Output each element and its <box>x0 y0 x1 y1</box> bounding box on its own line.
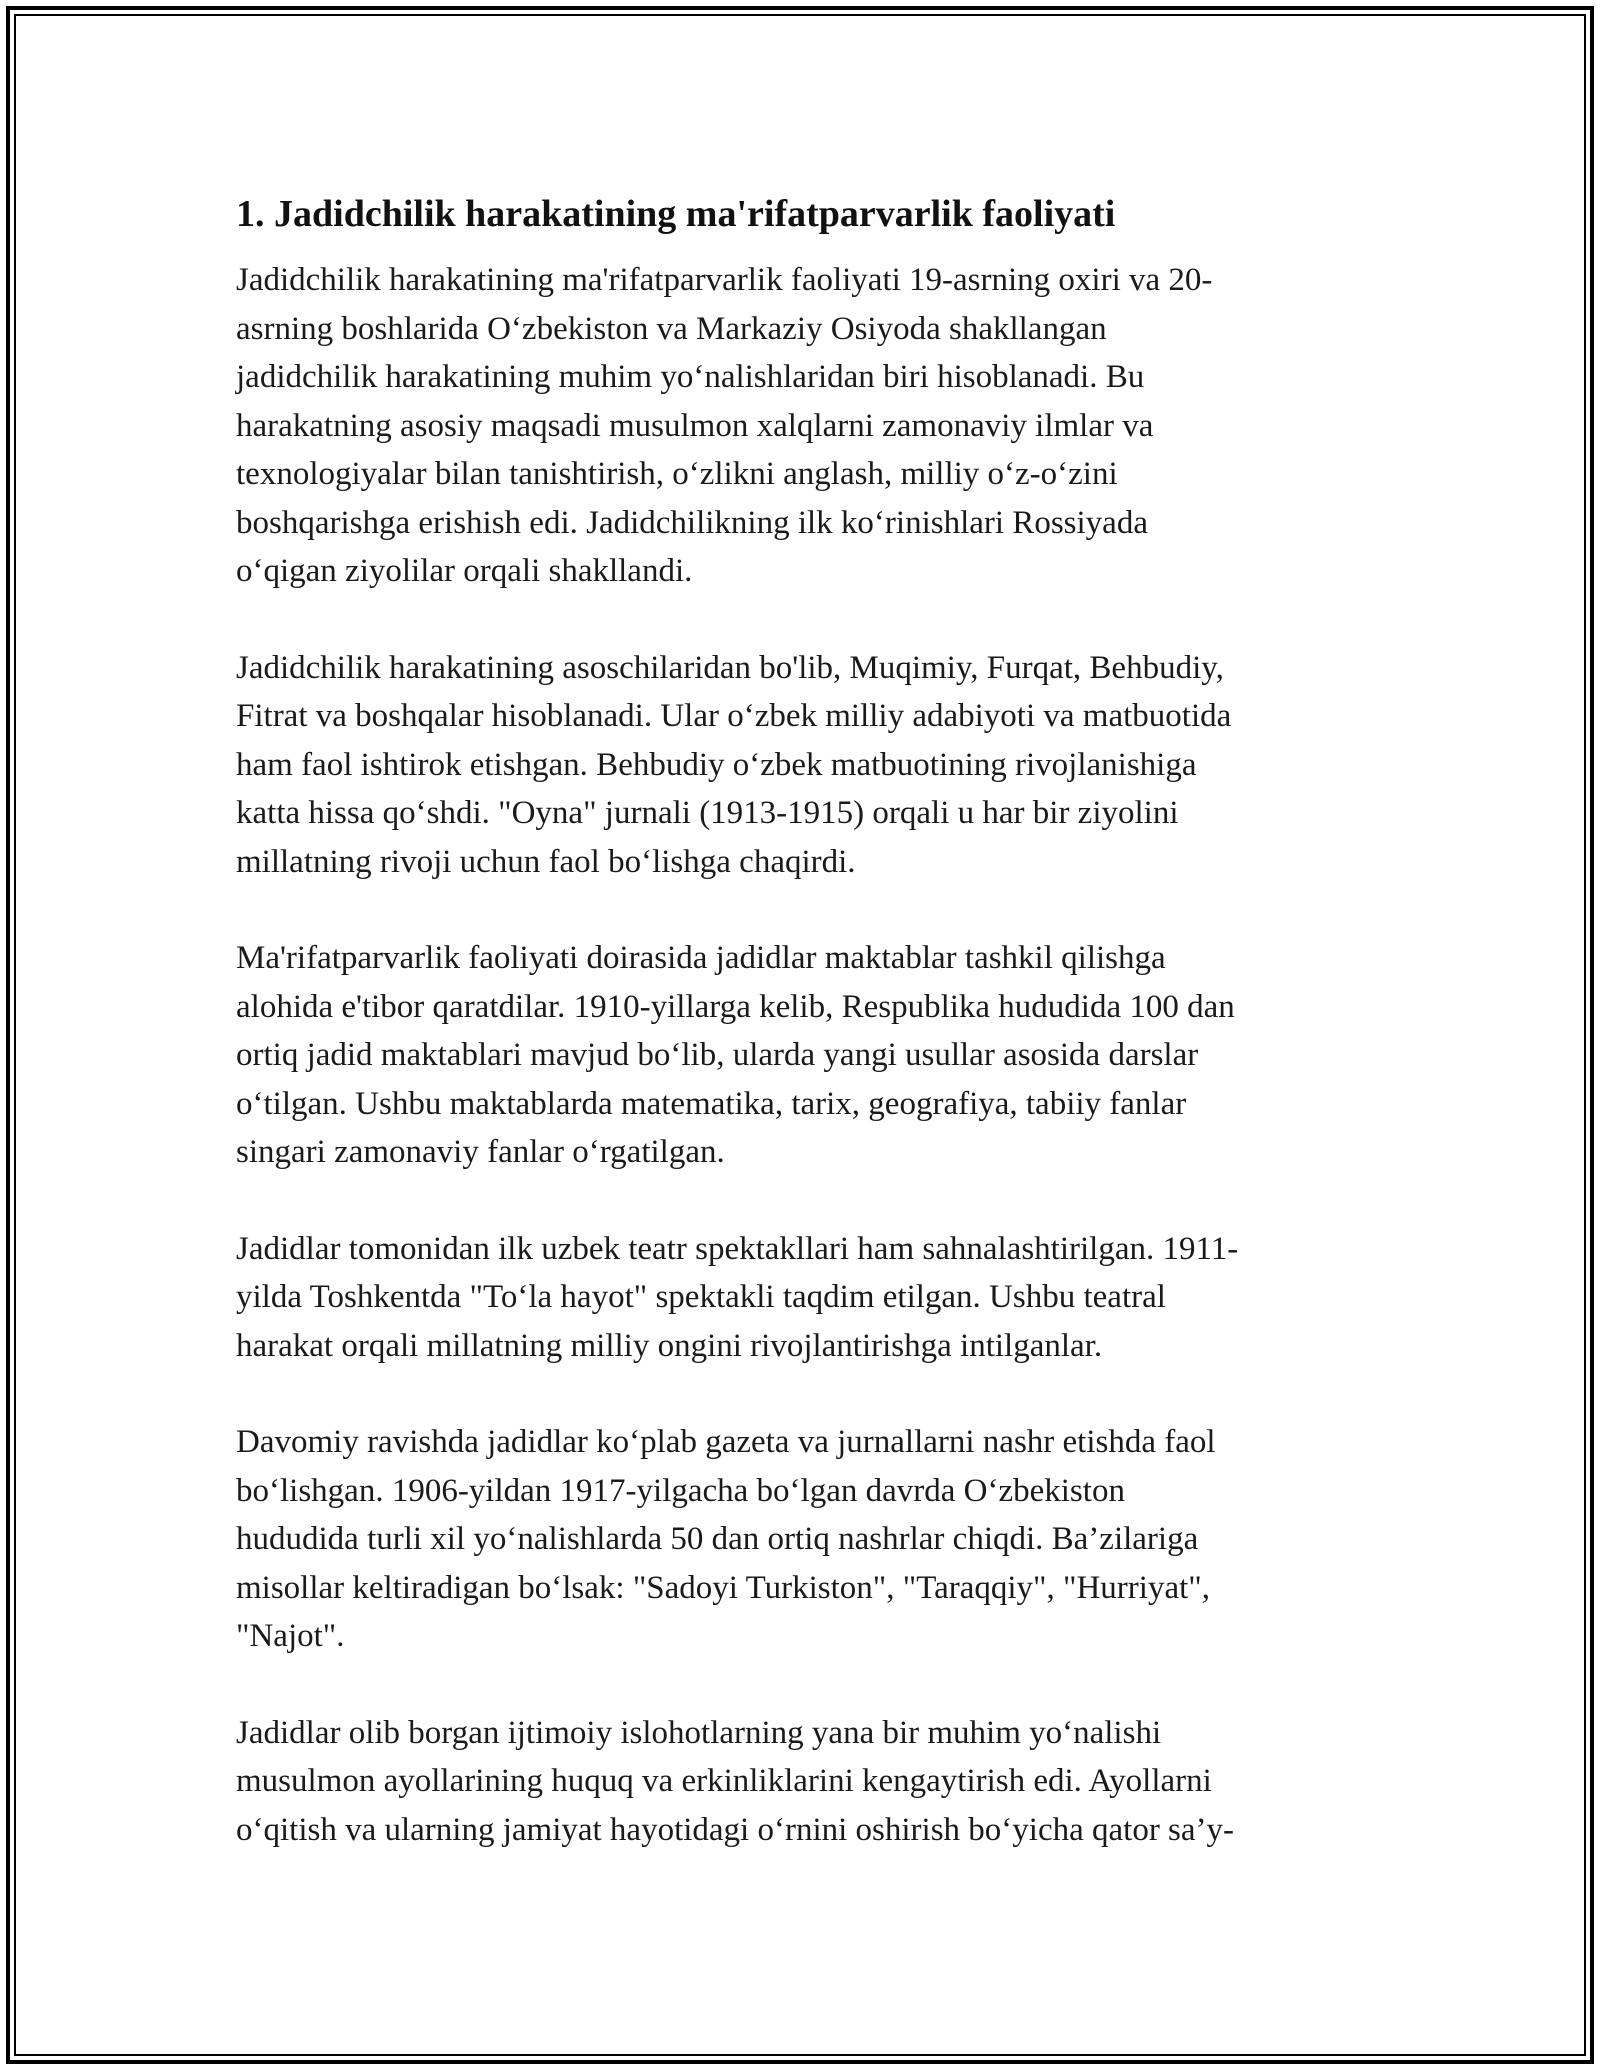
paragraph-line: "Najot". <box>236 1618 345 1654</box>
paragraph-line: o‘tilgan. Ushbu maktablarda matematika, tarix, geografiya, tabiiy fanlar <box>236 1085 1187 1122</box>
paragraph-line: Davomiy ravishda jadidlar ko‘plab gazeta va jurnallarni nashr etishda faol <box>236 1424 1216 1460</box>
paragraph-line: ham faol ishtirok etishgan. Behbudiy o‘zbek matbuotining rivojlanishiga <box>236 746 1197 783</box>
paragraph-2 <box>236 644 1356 887</box>
paragraph-line: musulmon ayollarining huquq va erkinliklarini kengaytirish edi. Ayollarni <box>236 1763 1212 1799</box>
paragraph-line: harakatning asosiy maqsadi musulmon xalqlarni zamonaviy ilmlar va <box>236 407 1154 444</box>
paragraph-line: boshqarishga erishish edi. Jadidchilikning ilk ko‘rinishlari Rossiyada <box>236 504 1148 541</box>
paragraph-line: alohida e'tibor qaratdilar. 1910-yillarga kelib, Respublika hududida 100 dan <box>236 988 1235 1025</box>
paragraph-line: yilda Toshkentda "To‘la hayot" spektakli taqdim etilgan. Ushbu teatral <box>236 1279 1166 1315</box>
paragraph-line: katta hissa qo‘shdi. "Oyna" jurnali (1913-1915) orqali u har bir ziyolini <box>236 795 1179 831</box>
paragraph-line: singari zamonaviy fanlar o‘rgatilgan. <box>236 1134 725 1170</box>
paragraph-4 <box>236 1225 1356 1371</box>
paragraph-line: texnologiyalar bilan tanishtirish, o‘zlikni anglash, milliy o‘z-o‘zini <box>236 456 1118 492</box>
paragraph-line: misollar keltiradigan bo‘lsak: "Sadoyi Turkiston", "Taraqqiy", "Hurriyat", <box>236 1569 1210 1606</box>
paragraph-3 <box>236 934 1356 1177</box>
paragraph-line: Ma'rifatparvarlik faoliyati doirasida jadidlar maktablar tashkil qilishga <box>236 940 1166 976</box>
paragraph-line: jadidchilik harakatining muhim yo‘nalishlaridan biri hisoblanadi. Bu <box>236 359 1145 395</box>
paragraph-line: harakat orqali millatning milliy ongini rivojlantirishga intilganlar. <box>236 1327 1103 1364</box>
paragraph-line: Jadidchilik harakatining ma'rifatparvarlik faoliyati 19-asrning oxiri va 20- <box>236 262 1213 298</box>
section-heading: 1. Jadidchilik harakatining ma'rifatparvarlik faoliyati <box>236 193 1116 235</box>
document-page <box>236 188 1356 1902</box>
paragraph-line: o‘qitish va ularning jamiyat hayotidagi o‘rnini oshirish bo‘yicha qator sa’y- <box>236 1811 1235 1848</box>
paragraph-line: hududida turli xil yo‘nalishlarda 50 dan ortiq nashrlar chiqdi. Ba’zilariga <box>236 1521 1199 1557</box>
paragraph-5 <box>236 1418 1356 1661</box>
paragraph-line: Fitrat va boshqalar hisoblanadi. Ular o‘zbek milliy adabiyoti va matbuotida <box>236 698 1232 734</box>
paragraph-line: millatning rivoji uchun faol bo‘lishga chaqirdi. <box>236 843 856 880</box>
paragraph-6 <box>236 1709 1356 1855</box>
paragraph-line: Jadidlar tomonidan ilk uzbek teatr spektakllari ham sahnalashtirilgan. 1911- <box>236 1230 1239 1267</box>
paragraph-line: Jadidlar olib borgan ijtimoiy islohotlarning yana bir muhim yo‘nalishi <box>236 1714 1162 1751</box>
paragraph-line: bo‘lishgan. 1906-yildan 1917-yilgacha bo‘lgan davrda O‘zbekiston <box>236 1472 1125 1509</box>
paragraph-line: o‘qigan ziyolilar orqali shakllandi. <box>236 553 693 589</box>
paragraph-1 <box>236 256 1356 596</box>
paragraph-line: ortiq jadid maktablari mavjud bo‘lib, ularda yangi usullar asosida darslar <box>236 1037 1199 1073</box>
paragraph-line: Jadidchilik harakatining asoschilaridan bo'lib, Muqimiy, Furqat, Behbudiy, <box>236 649 1224 686</box>
paragraph-line: asrning boshlarida O‘zbekiston va Markaziy Osiyoda shakllangan <box>236 310 1107 347</box>
